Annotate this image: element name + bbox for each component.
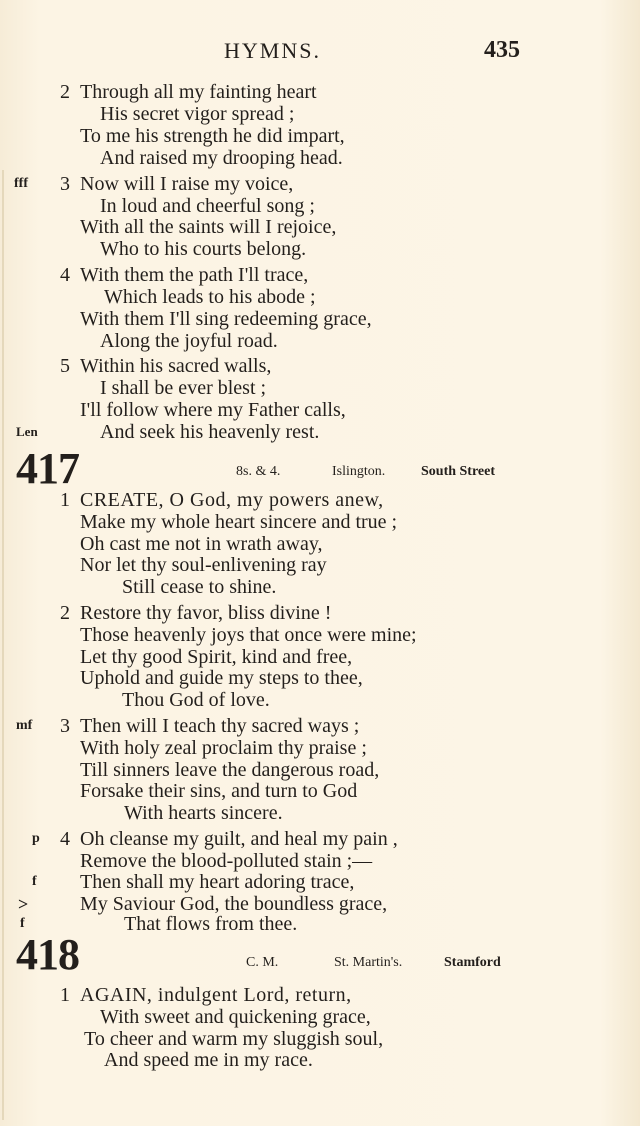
verse-line: Nor let thy soul-enlivening ray [80, 554, 327, 576]
verse-line: And speed me in my race. [104, 1049, 313, 1071]
page-edge-shadow [2, 170, 4, 1120]
verse-line: Make my whole heart sincere and true ; [80, 511, 398, 533]
verse-line: With them the path I'll trace, [80, 264, 309, 286]
verse-number: 3 [60, 715, 70, 737]
verse-line: Who to his courts belong. [100, 238, 307, 260]
verse-line: Then shall my heart adoring trace, [80, 871, 355, 893]
marginal-note: Len [16, 424, 38, 439]
running-head: HYMNS. [224, 38, 321, 63]
verse-number: 2 [60, 602, 70, 624]
hymn-number: 417 [16, 444, 79, 493]
verse-number: 4 [60, 264, 70, 286]
verse-line: My Saviour God, the boundless grace, [80, 893, 388, 915]
verse-line: Uphold and guide my steps to thee, [80, 667, 363, 689]
verse-number: 1 [60, 489, 70, 511]
verse-line: I shall be ever blest ; [100, 377, 267, 399]
hymn-number: 418 [16, 930, 79, 979]
tune-name: Stamford [444, 955, 501, 970]
verse-line: Still cease to shine. [122, 576, 277, 598]
hymn-meter: 8s. & 4. [236, 464, 281, 479]
verse-line: Through all my fainting heart [80, 81, 317, 103]
verse-line: Then will I teach thy sacred ways ; [80, 715, 360, 737]
verse-line: That flows from thee. [124, 913, 298, 935]
verse-line: With sweet and quickening grace, [100, 1006, 371, 1028]
verse-line: Within his sacred walls, [80, 355, 272, 377]
verse-line: Oh cleanse my guilt, and heal my pain , [80, 828, 398, 850]
verse-line: Those heavenly joys that once were mine; [80, 624, 417, 646]
verse-line: To cheer and warm my sluggish soul, [84, 1028, 384, 1050]
verse-line: CREATE, O God, my powers anew, [80, 489, 384, 511]
dynamic-marking: fff [14, 176, 28, 191]
dynamic-marking: > [18, 894, 29, 914]
tune-name: St. Martin's. [334, 955, 403, 970]
verse-line: Restore thy favor, bliss divine ! [80, 602, 332, 624]
verse-line: In loud and cheerful song ; [100, 195, 315, 217]
verse-number: 5 [60, 355, 70, 377]
verse-line: Oh cast me not in wrath away, [80, 533, 323, 555]
verse-line: With holy zeal proclaim thy praise ; [80, 737, 367, 759]
tune-name: Islington. [332, 464, 386, 479]
verse-line: Till sinners leave the dangerous road, [80, 759, 380, 781]
verse-line: His secret vigor spread ; [100, 103, 295, 125]
verse-number: 3 [60, 173, 70, 195]
verse-line: Now will I raise my voice, [80, 173, 294, 195]
dynamic-marking: mf [16, 718, 33, 733]
verse-number: 4 [60, 828, 70, 850]
verse-line: Forsake their sins, and turn to God [80, 780, 358, 802]
verse-line: To me his strength he did impart, [80, 125, 345, 147]
dynamic-marking: f [32, 874, 37, 889]
dynamic-marking: f [20, 916, 25, 931]
hymn-meter: C. M. [246, 955, 279, 970]
verse-line: And raised my drooping head. [100, 147, 343, 169]
verse-line: Thou God of love. [122, 689, 270, 711]
verse-line: And seek his heavenly rest. [100, 421, 320, 443]
verse-line: Let thy good Spirit, kind and free, [80, 646, 353, 668]
tune-name: South Street [421, 464, 496, 479]
verse-number: 2 [60, 81, 70, 103]
verse-line: With them I'll sing redeeming grace, [80, 308, 372, 330]
dynamic-marking: p [32, 831, 40, 846]
page-number: 435 [484, 37, 520, 63]
verse-number: 1 [60, 984, 70, 1006]
verse-line: Remove the blood-polluted stain ;— [80, 850, 373, 872]
verse-line: With all the saints will I rejoice, [80, 216, 337, 238]
verse-line: I'll follow where my Father calls, [80, 399, 346, 421]
verse-line: AGAIN, indulgent Lord, return, [80, 984, 352, 1006]
verse-line: With hearts sincere. [124, 802, 283, 824]
verse-line: Along the joyful road. [100, 330, 278, 352]
verse-line: Which leads to his abode ; [104, 286, 316, 308]
